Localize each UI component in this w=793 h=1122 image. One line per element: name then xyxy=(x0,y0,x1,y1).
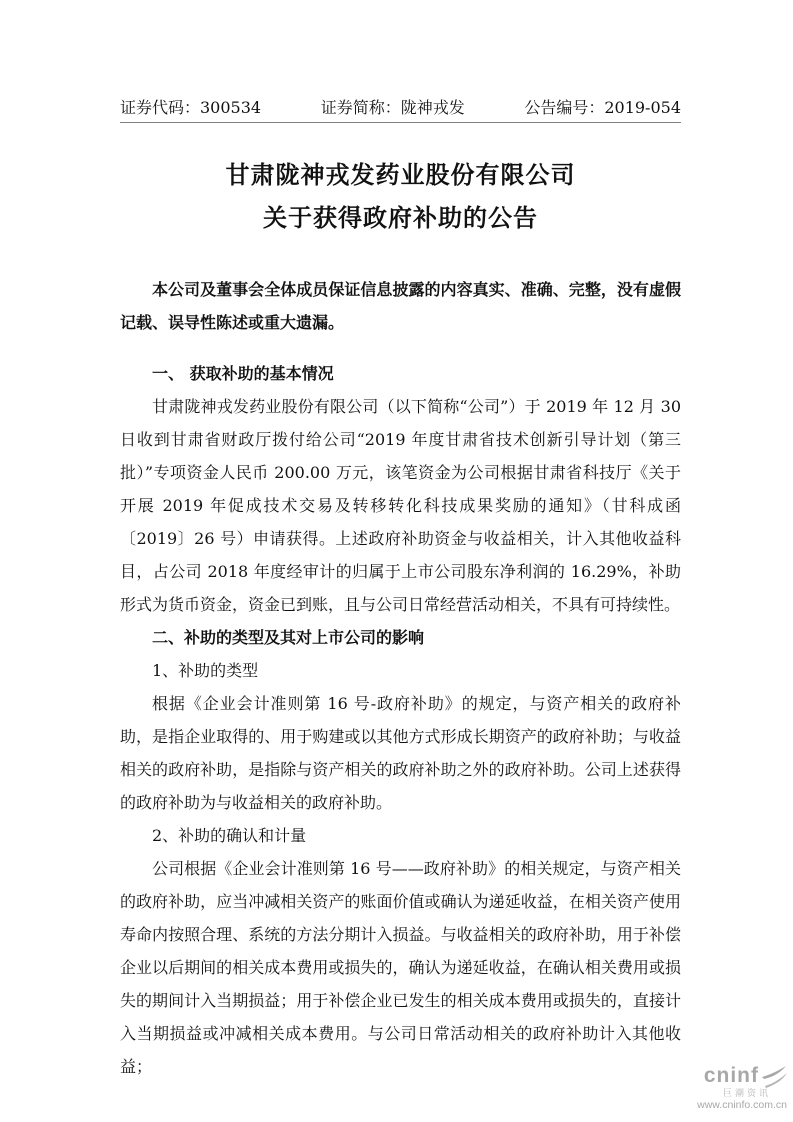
cninfo-chinese-name: 巨潮资讯 xyxy=(722,1087,771,1098)
section-heading: 二、补助的类型及其对上市公司的影响 xyxy=(152,628,425,647)
declaration-paragraph: 本公司及董事会全体成员保证信息披露的内容真实、准确、完整，没有虚假记载、误导性陈述或重大遗漏。 xyxy=(120,280,681,332)
announcement-number: 公告编号：2019-054 xyxy=(524,98,681,117)
subsection-heading: 1、补助的类型 xyxy=(152,661,259,680)
title-line-1: 甘肃陇神戎发药业股份有限公司 xyxy=(225,160,576,189)
cninfo-url: www.cninfo.com.cn xyxy=(697,1099,787,1112)
stock-code: 证券代码：300534 xyxy=(120,98,262,117)
document-title xyxy=(120,153,681,239)
body-paragraph: 公司根据《企业会计准则第 16 号——政府补助》的相关规定，与资产相关的政府补助，应当冲减相关资产的账面价值或确认为递延收益，在相关资产使用寿命内按照合理、系统的方法分期计入损益。与收益相关的政府补助，用于补偿企业以后期间的相关成本费用或损失的，确认为递延收益，在确认相关费用或损失的期间计入当期损益；用于补偿企业已发生的相关成本费用或损失的，直接计入当期损益或冲减相关成本费用。与公司日常活动相关的政府补助计入其他收益； xyxy=(120,859,681,1076)
section-heading: 一、 获取补助的基本情况 xyxy=(152,364,334,383)
body-paragraph: 甘肃陇神戎发药业股份有限公司（以下简称“公司”）于 2019 年 12 月 30 日收到甘肃省财政厅拨付给公司“2019 年度甘肃省技术创新引导计划（第三批）”专项资金人民币 200.00 万元，该笔资金为公司根据甘肃省科技厅《关于开展 2019 年促成技术交易及转移转化科技成果奖励的通知》（甘科成函〔2019〕26 号）申请获得。上述政府补助资金与收益相关，计入其他收益科目，占公司 2018 年度经审计的归属于上市公司股东净利润的 16.29%，补助形式为货币资金，资金已到账，且与公司日常经营活动相关，不具有可持续性。 xyxy=(120,397,681,614)
document-header xyxy=(120,98,681,123)
cninfo-brand-row xyxy=(697,1064,787,1087)
cninfo-watermark xyxy=(697,1064,787,1112)
subsection-heading: 2、补助的确认和计量 xyxy=(152,826,307,845)
stock-abbr: 证券简称：陇神戎发 xyxy=(320,98,465,117)
cninfo-swoosh-icon xyxy=(761,1066,787,1088)
cninfo-brand-text: cninf xyxy=(703,1064,759,1088)
body-paragraph: 根据《企业会计准则第 16 号-政府补助》的规定，与资产相关的政府补助，是指企业取得的、用于购建或以其他方式形成长期资产的政府补助；与收益相关的政府补助，是指除与资产相关的政府补助之外的政府补助。公司上述获得的政府补助为与收益相关的政府补助。 xyxy=(120,694,681,812)
document-content xyxy=(120,0,681,1083)
document-body xyxy=(120,357,681,1083)
title-line-2: 关于获得政府补助的公告 xyxy=(263,203,538,232)
